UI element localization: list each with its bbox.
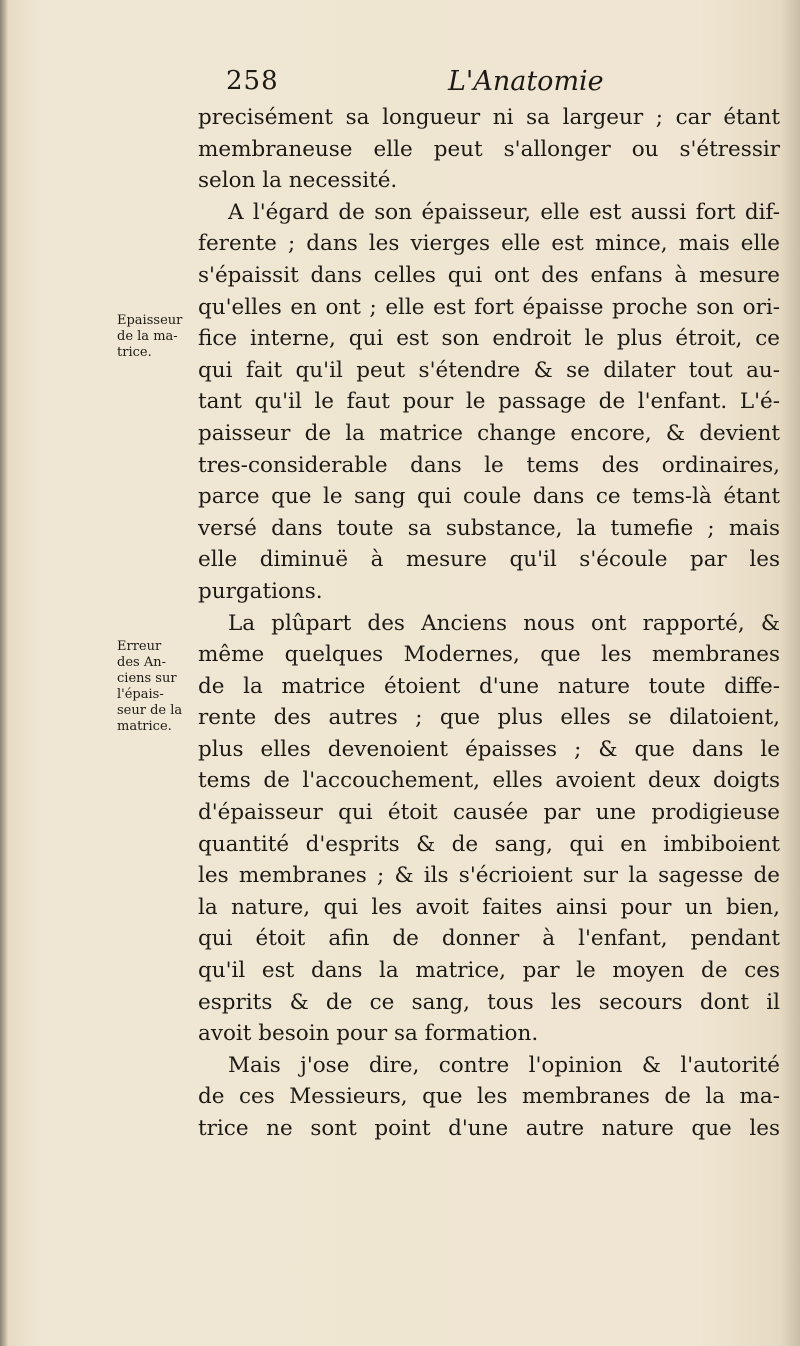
text-line: la nature, qui les avoit faites ainsi pour un bien, [198, 894, 780, 920]
text-line: s'épaissit dans celles qui ont des enfans à mesure [198, 262, 780, 288]
text-line: de la matrice étoient d'une nature toute diffe- [198, 673, 780, 699]
margin-note-line: trice. [117, 345, 152, 360]
text-line: parce que le sang qui coule dans ce tems-là étant [198, 484, 780, 510]
margin-note-thickness [117, 313, 207, 361]
text-line: quantité d'esprits & de sang, qui en imbiboient [198, 831, 780, 857]
margin-note-line: des An- [117, 655, 166, 670]
margin-note-error-of-ancients [117, 639, 207, 735]
text-line: même quelques Modernes, que les membranes [198, 642, 780, 668]
text-line: versé dans toute sa substance, la tumefie ; mais [198, 515, 780, 541]
page-gutter-edge [0, 0, 8, 1346]
text-line: Mais j'ose dire, contre l'opinion & l'autorité [228, 1052, 780, 1078]
text-line: elle diminuë à mesure qu'il s'écoule par les [198, 547, 780, 573]
text-line: paisseur de la matrice change encore, & devient [198, 420, 780, 446]
text-line: selon la necessité. [198, 168, 398, 194]
text-line: plus elles devenoient épaisses ; & que dans le [198, 736, 780, 762]
text-line: purgations. [198, 578, 323, 604]
page-number: 258 [226, 66, 279, 96]
text-line: rente des autres ; que plus elles se dilatoient, [198, 705, 780, 731]
text-line: tres-considerable dans le tems des ordinaires, [198, 452, 780, 478]
text-line: A l'égard de son épaisseur, elle est aussi fort dif- [228, 199, 780, 225]
margin-note-line: Epaisseur [117, 313, 183, 328]
text-line: membraneuse elle peut s'allonger ou s'étressir [198, 136, 780, 162]
margin-note-line: seur de la [117, 703, 183, 718]
text-line: tant qu'il le faut pour le passage de l'enfant. L'é- [198, 389, 780, 415]
text-line: qui étoit afin de donner à l'enfant, pendant [198, 926, 780, 952]
text-line: ferente ; dans les vierges elle est mince, mais elle [198, 231, 780, 257]
page-header [226, 66, 786, 106]
running-title: L'Anatomie [448, 66, 604, 97]
margin-note-line: de la ma- [117, 329, 178, 344]
text-line: fice interne, qui est son endroit le plus étroit, ce [198, 326, 780, 352]
margin-note-line: ciens sur [117, 671, 177, 686]
margin-note-line: l'épais- [117, 687, 164, 702]
margin-note-line: matrice. [117, 719, 172, 734]
text-line: qu'elles en ont ; elle est fort épaisse proche son ori- [198, 294, 780, 320]
margin-note-line: Erreur [117, 639, 162, 654]
text-line: qu'il est dans la matrice, par le moyen de ces [198, 958, 780, 984]
text-line: trice ne sont point d'une autre nature que les [198, 1116, 780, 1141]
text-line: d'épaisseur qui étoit causée par une prodigieuse [198, 800, 780, 826]
text-line: esprits & de ce sang, tous les secours dont il [198, 989, 780, 1015]
text-line: avoit besoin pour sa formation. [198, 1021, 539, 1047]
body-text [198, 102, 780, 1145]
text-line: precisément sa longueur ni sa largeur ; car étant [198, 105, 780, 130]
text-line: tems de l'accouchement, elles avoient deux doigts [198, 768, 780, 794]
text-line: qui fait qu'il peut s'étendre & se dilater tout au- [198, 357, 780, 383]
text-line: les membranes ; & ils s'écrioient sur la sagesse de [198, 863, 780, 889]
text-line: La plûpart des Anciens nous ont rapporté, & [228, 610, 780, 636]
text-line: de ces Messieurs, que les membranes de la ma- [198, 1084, 780, 1110]
